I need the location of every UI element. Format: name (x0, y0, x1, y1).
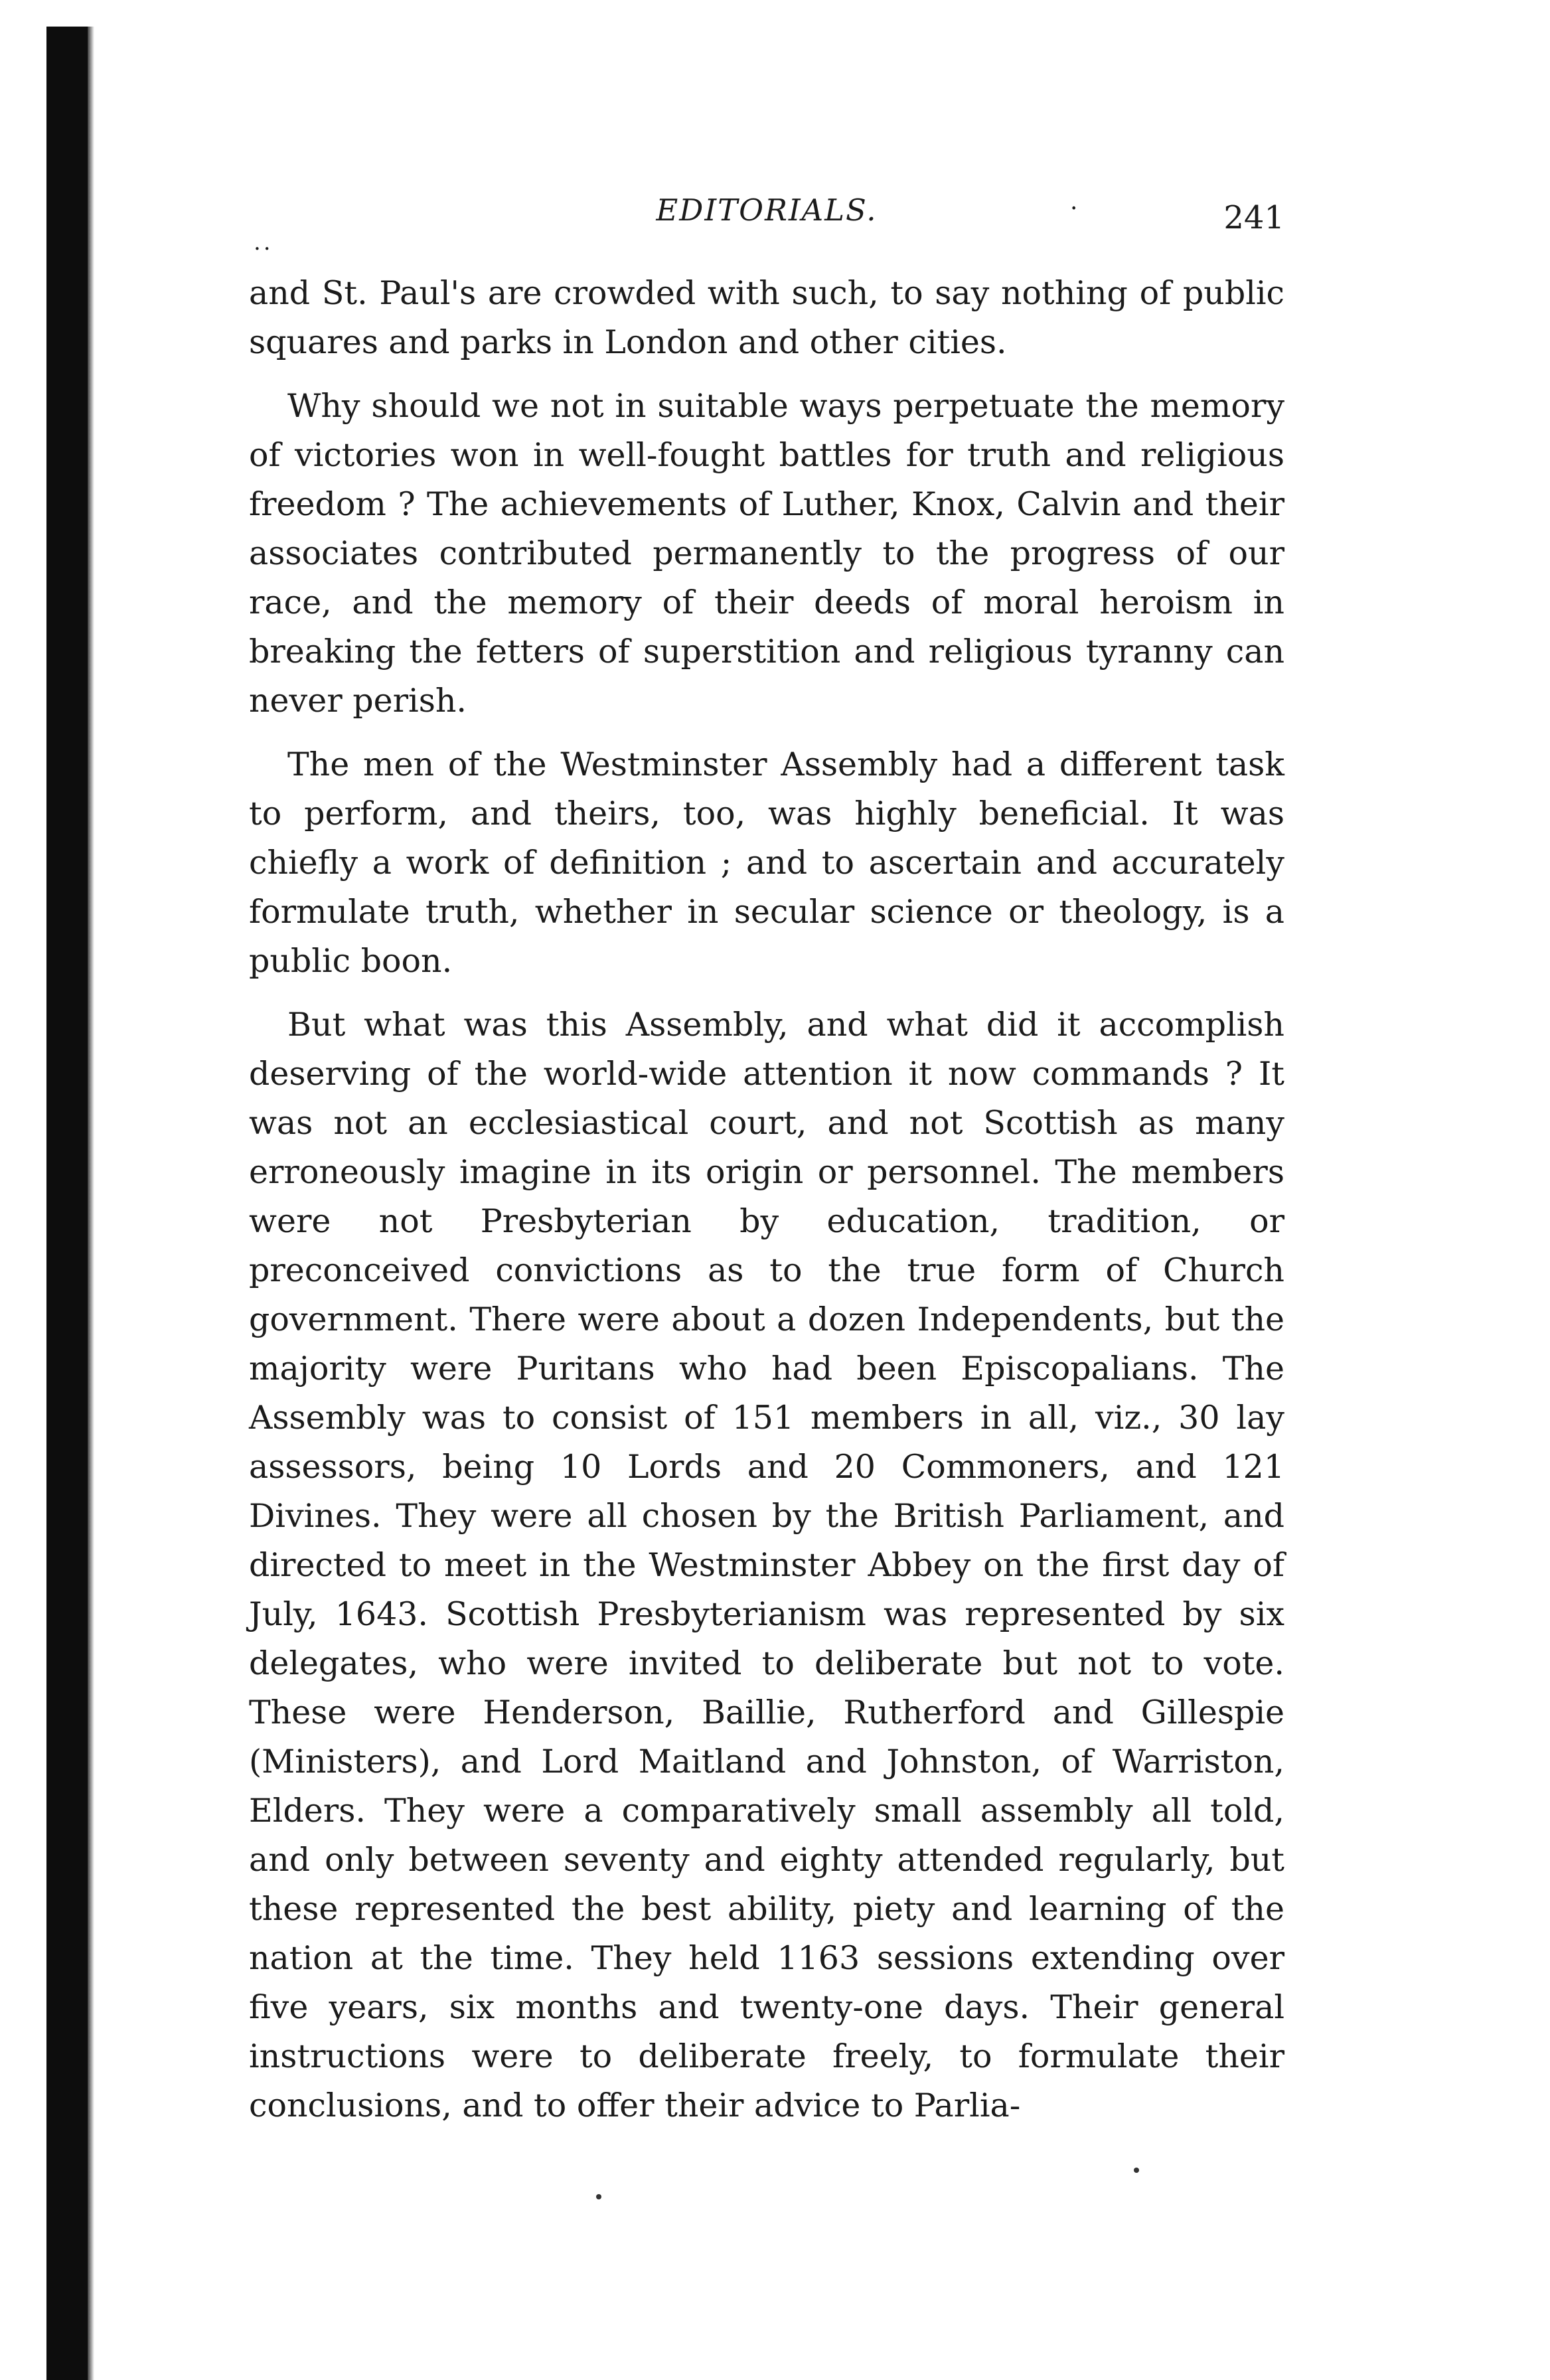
speck-right (1134, 2168, 1139, 2173)
print-speck-left: .. (254, 229, 273, 256)
paragraph-4: But what was this Assembly, and what did it accomplish deserving of the world-wide attention it now commands ? It was not an ecclesiastical court, and not Scottish as many erroneously imagine in its origin or personnel. The members were not Presbyterian by education, tradition, or preconceived convictions as to the true form of Church government. There were about a dozen Independents, but the majority were Puritans who had been Episcopalians. The Assembly was to consist of 151 members in all, viz., 30 lay assessors, being 10 Lords and 20 Commoners, and 121 Divines. They were all chosen by the British Parliament, and directed to meet in the Westminster Abbey on the first day of July, 1643. Scottish Presbyterianism was represented by six delegates, who were invited to deliberate but not to vote. These were Henderson, Baillie, Rutherford and Gillespie (Ministers), and Lord Maitland and Johnston, of Warriston, Elders. They were a comparatively small assembly all told, and only between seventy and eighty attended regularly, but these represented the best ability, piety and learning of the nation at the time. They held 1163 sessions extending over five years, six months and twenty-one days. Their general instructions were to deliberate freely, to formulate their conclusions, and to offer their advice to Parlia- (249, 1006, 1284, 2124)
speck-left (596, 2194, 601, 2199)
page-number: 241 (1223, 199, 1284, 236)
paragraph-1: and St. Paul's are crowded with such, to say nothing of public squares and parks in London and other cities. (249, 274, 1284, 361)
bottom-print-specks (0, 2168, 1550, 2207)
page-binding-edge (46, 27, 88, 2380)
paragraph-2: Why should we not in suitable ways perpetuate the memory of victories won in well-fought battles for truth and religious freedom ? The achievements of Luther, Knox, Calvin and their associates contributed permanently to the progress of our race, and the memory of their deeds of moral heroism in breaking the fetters of superstition and religious tyranny can never perish. (249, 387, 1284, 720)
running-title: EDITORIALS. (656, 193, 878, 228)
body-text (249, 269, 1284, 2145)
print-speck-right: · (1070, 195, 1078, 222)
page-binding-shadow (88, 27, 94, 2380)
paragraph-3: The men of the Westminster Assembly had a different task to perform, and theirs, too, was highly beneficial. It was chiefly a work of definition ; and to ascertain and accurately formulate truth, whether in secular science or theology, is a public boon. (249, 746, 1284, 980)
running-head (249, 193, 1284, 246)
